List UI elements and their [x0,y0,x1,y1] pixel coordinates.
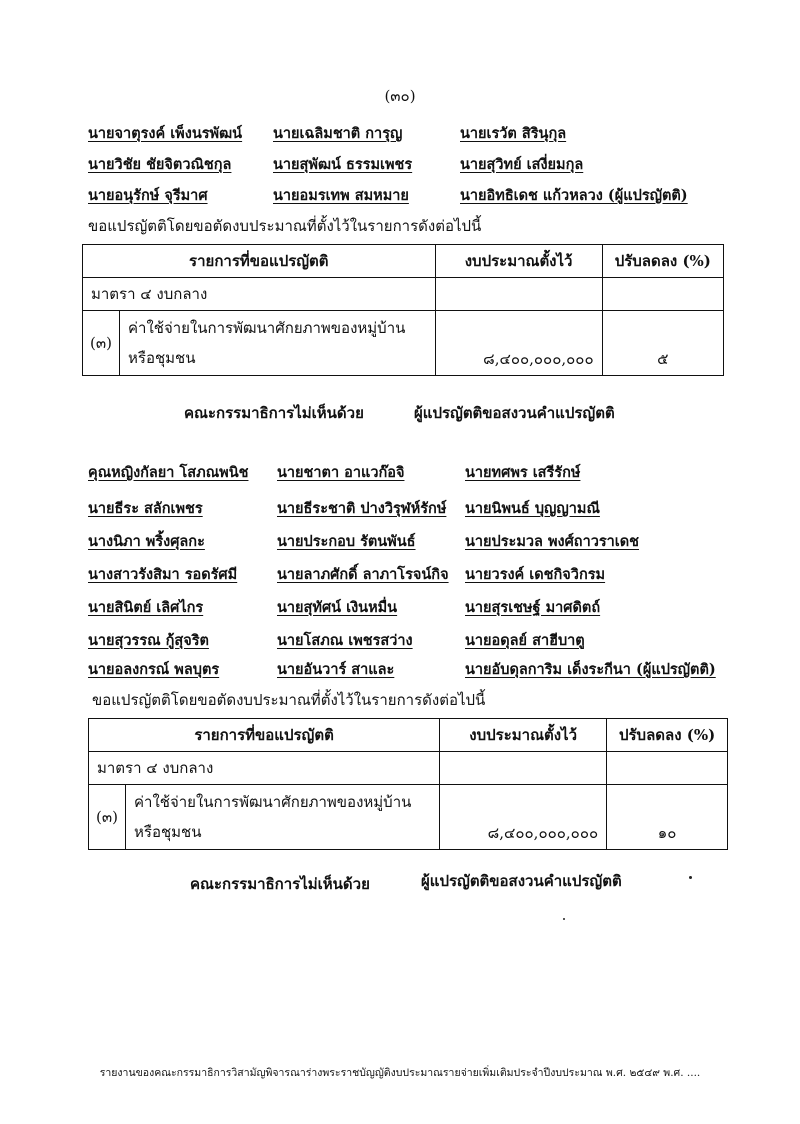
table-header-budget: งบประมาณตั้งไว้ [440,719,607,752]
budget-amount: ๘,๔๐๐,๐๐๐,๐๐๐ [435,311,602,376]
member-name: นายจาตุรงค์ เพ็งนรพัฒน์ [88,125,243,142]
member-name: คุณหญิงกัลยา โสภณพนิช [88,464,249,481]
item-description-line: หรือชุมชน [134,823,202,841]
table-section-row [89,752,728,785]
member-name: นายอมรเทพ สมหมาย [273,187,409,204]
committee-verdict: คณะกรรมาธิการไม่เห็นด้วย [184,404,364,422]
member-name: นายวิชัย ชัยจิตวณิชกุล [88,156,232,173]
proposer-verdict: ผู้แปรญัตติขอสงวนคำแปรญัตติ [414,404,615,422]
amendment-intro: ขอแปรญัตติโดยขอตัดงบประมาณที่ตั้งไว้ในรายการดังต่อไปนี้ [88,217,482,235]
member-name: นายธีระ สลักเพชร [88,500,203,517]
item-description-line: ค่าใช้จ่ายในการพัฒนาศักยภาพของหมู่บ้าน [128,319,406,337]
member-name: นายสุวรรณ กู้สุจริต [88,632,209,649]
table-header-cut: ปรับลดลง (%) [607,719,728,752]
amendment-intro: ขอแปรญัตติโดยขอตัดงบประมาณที่ตั้งไว้ในรายการดังต่อไปนี้ [92,691,486,709]
member-name: นายสุวิทย์ เสงี่ยมกุล [460,156,584,173]
section-label: มาตรา ๔ งบกลาง [89,752,440,785]
scan-speck [563,918,565,920]
budget-amount: ๘,๔๐๐,๐๐๐,๐๐๐ [440,785,607,850]
member-name: นายวรงค์ เดชกิจวิกรม [465,566,606,583]
table-header-row [89,719,728,752]
member-name: นายอันวาร์ สาและ [277,661,395,678]
report-footer: รายงานของคณะกรรมาธิการวิสามัญพิจารณาร่างพระราชบัญญัติงบประมาณรายจ่ายเพิ่มเติมประจำปีงบประมาณ พ.ศ. ๒๕๔๙ พ.ศ. .... [99,1067,701,1079]
member-name: นายสินิตย์ เลิศไกร [88,599,204,616]
member-name: นายอลงกรณ์ พลบุตร [88,661,220,678]
member-name: นายลาภศักดิ์ ลาภาโรจน์กิจ [277,566,449,583]
table-header-item: รายการที่ขอแปรญัตติ [83,245,436,278]
member-name: นางนิภา พริ้งศุลกะ [88,533,205,550]
item-number: (๓) [89,785,126,850]
member-name: นายเรวัต สิรินุกุล [460,125,567,142]
scan-speck [689,876,692,879]
committee-verdict: คณะกรรมาธิการไม่เห็นด้วย [190,875,370,893]
cut-percent: ๑๐ [607,785,728,850]
item-number: (๓) [83,311,120,376]
table-header-budget: งบประมาณตั้งไว้ [435,245,602,278]
member-name: นายเฉลิมชาติ การุญ [273,125,403,142]
member-name: นายโสภณ เพชรสว่าง [277,632,413,649]
member-name: นายอับดุลการิม เด็งระกีนา (ผู้แปรญัตติ) [465,661,716,678]
member-name: นายประมวล พงศ์ถาวราเดช [465,533,640,550]
member-name: นายอนุรักษ์ จุรีมาศ [88,187,208,204]
member-name: นายธีระชาติ ปางวิรุฬห์รักษ์ [277,500,447,517]
member-name: นายสุรเชษฐ์ มาศดิตถ์ [465,599,601,616]
member-name: นายชาตา อาแวก๊อจิ [277,464,405,481]
item-description-line: หรือชุมชน [128,349,196,367]
table-row [83,311,724,376]
item-description [126,785,440,850]
member-name: นายทศพร เสรีรักษ์ [465,464,581,481]
member-name: นายสุทัศน์ เงินหมื่น [277,599,398,616]
member-name: นางสาวรังสิมา รอดรัศมี [88,566,238,583]
amendment-table [82,244,724,376]
table-header-cut: ปรับลดลง (%) [602,245,723,278]
table-header-item: รายการที่ขอแปรญัตติ [89,719,440,752]
item-description [120,311,436,376]
amendment-table [88,718,728,850]
page-number: (๓๐) [384,87,416,105]
proposer-verdict: ผู้แปรญัตติขอสงวนคำแปรญัตติ [421,872,622,890]
member-name: นายอดุลย์ สาฮีบาตู [465,632,585,649]
table-header-row [83,245,724,278]
member-name: นายประกอบ รัตนพันธ์ [277,533,416,550]
table-section-row [83,278,724,311]
item-description-line: ค่าใช้จ่ายในการพัฒนาศักยภาพของหมู่บ้าน [134,793,412,811]
cut-percent: ๕ [602,311,723,376]
member-name: นายสุพัฒน์ ธรรมเพชร [273,156,413,173]
table-row [89,785,728,850]
member-name: นายนิพนธ์ บุญญามณี [465,500,600,517]
section-label: มาตรา ๔ งบกลาง [83,278,436,311]
member-name: นายอิทธิเดช แก้วหลวง (ผู้แปรญัตติ) [460,187,688,204]
